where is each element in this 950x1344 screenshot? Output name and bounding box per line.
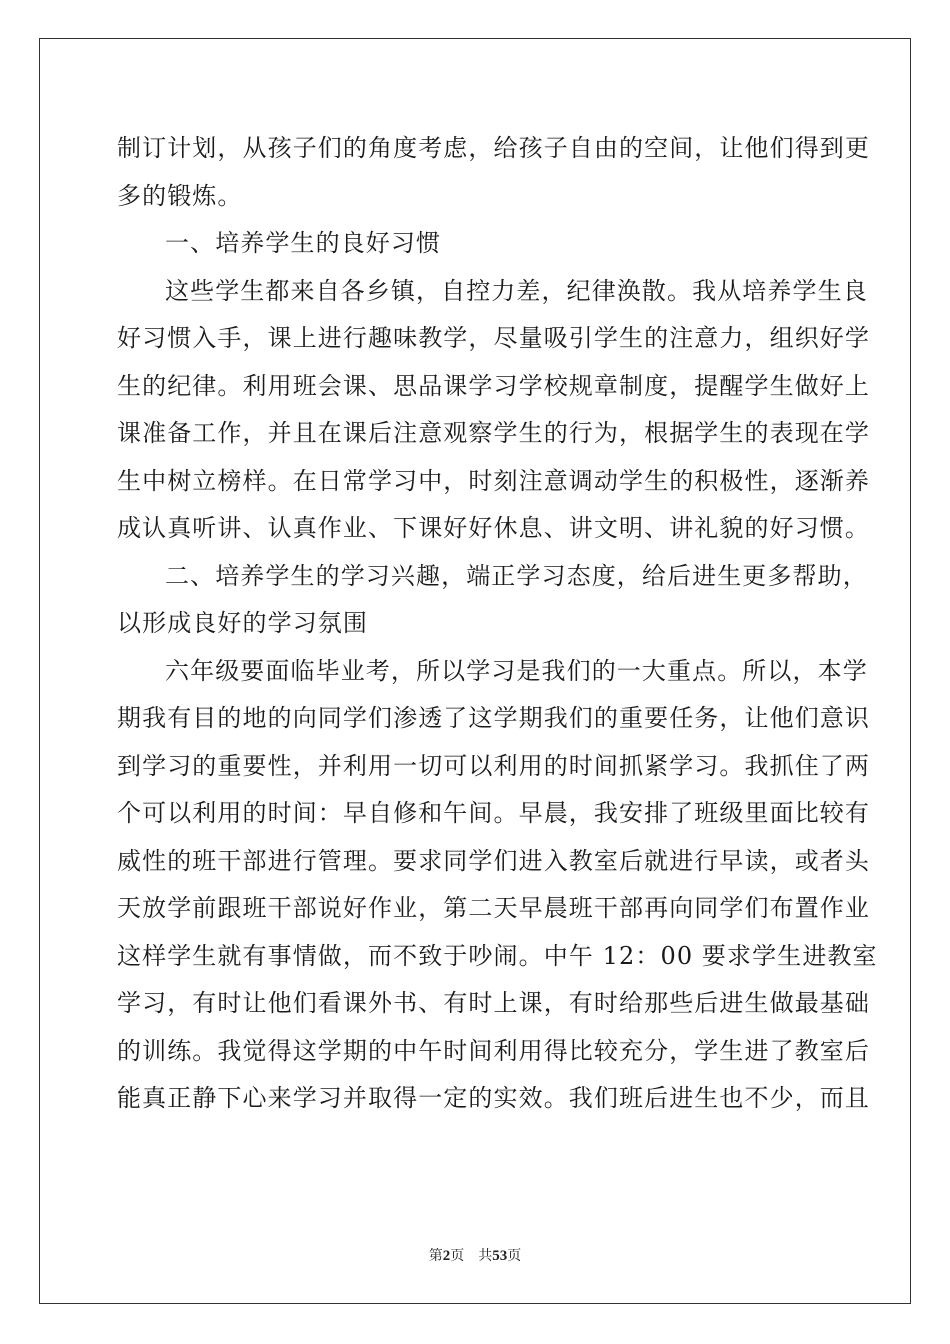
text-line: 多的锻炼。: [117, 181, 243, 210]
text-line: 到学习的重要性，并利用一切可以利用的时间抓紧学习。我抓住了两: [117, 751, 870, 780]
page-number: 2: [442, 1248, 451, 1264]
text-line: 制订计划，从孩子们的角度考虑，给孩子自由的空间，让他们得到更: [117, 134, 870, 162]
text-line: 生的纪律。利用班会课、思品课学习学校规章制度，提醒学生做好上: [117, 371, 870, 400]
page-suffix: 页: [450, 1248, 465, 1264]
total-prefix: 共: [478, 1248, 493, 1264]
text-line: 这样学生就有事情做，而不致于吵闹。中午 12：00 要求学生进教室: [117, 941, 878, 970]
total-suffix: 页: [507, 1248, 522, 1264]
text-line: 好习惯入手，课上进行趣味教学，尽量吸引学生的注意力，组织好学: [117, 324, 870, 352]
total-pages: 53: [492, 1248, 508, 1264]
section-heading-1: 一、培养学生的良好习惯: [165, 229, 442, 257]
section-heading-2-continued: 以形成良好的学习氛围: [117, 609, 368, 637]
text-line: 个可以利用的时间：早自修和午间。早晨，我安排了班级里面比较有: [117, 799, 870, 827]
text-line: 成认真听讲、认真作业、下课好好休息、讲文明、讲礼貌的好习惯。: [117, 514, 870, 542]
page-footer: [0, 1245, 950, 1265]
text-line: 期我有目的地的向同学们渗透了这学期我们的重要任务，让他们意识: [117, 704, 870, 732]
text-line: 学习，有时让他们看课外书、有时上课，有时给那些后进生做最基础: [117, 989, 870, 1017]
text-line: 课准备工作，并且在课后注意观察学生的行为，根据学生的表现在学: [117, 419, 870, 447]
page-prefix: 第: [428, 1248, 443, 1264]
text-line: 能真正静下心来学习并取得一定的实效。我们班后进生也不少，而且: [117, 1084, 870, 1112]
text-line: 天放学前跟班干部说好作业，第二天早晨班干部再向同学们布置作业: [117, 894, 870, 922]
text-line: 的训练。我觉得这学期的中午时间利用得比较充分，学生进了教室后: [117, 1036, 870, 1065]
text-line: 威性的班干部进行管理。要求同学们进入教室后就进行早读，或者头: [117, 846, 870, 875]
section-heading-2: 二、培养学生的学习兴趣，端正学习态度，给后进生更多帮助，: [165, 561, 868, 590]
paragraph-start: 六年级要面临毕业考，所以学习是我们的一大重点。所以，本学: [165, 656, 868, 685]
paragraph-start: 这些学生都来自各乡镇，自控力差，纪律涣散。我从培养学生良: [165, 276, 868, 305]
document-body: [117, 130, 878, 1128]
text-line: 生中树立榜样。在日常学习中，时刻注意调动学生的积极性，逐渐养: [117, 466, 870, 495]
